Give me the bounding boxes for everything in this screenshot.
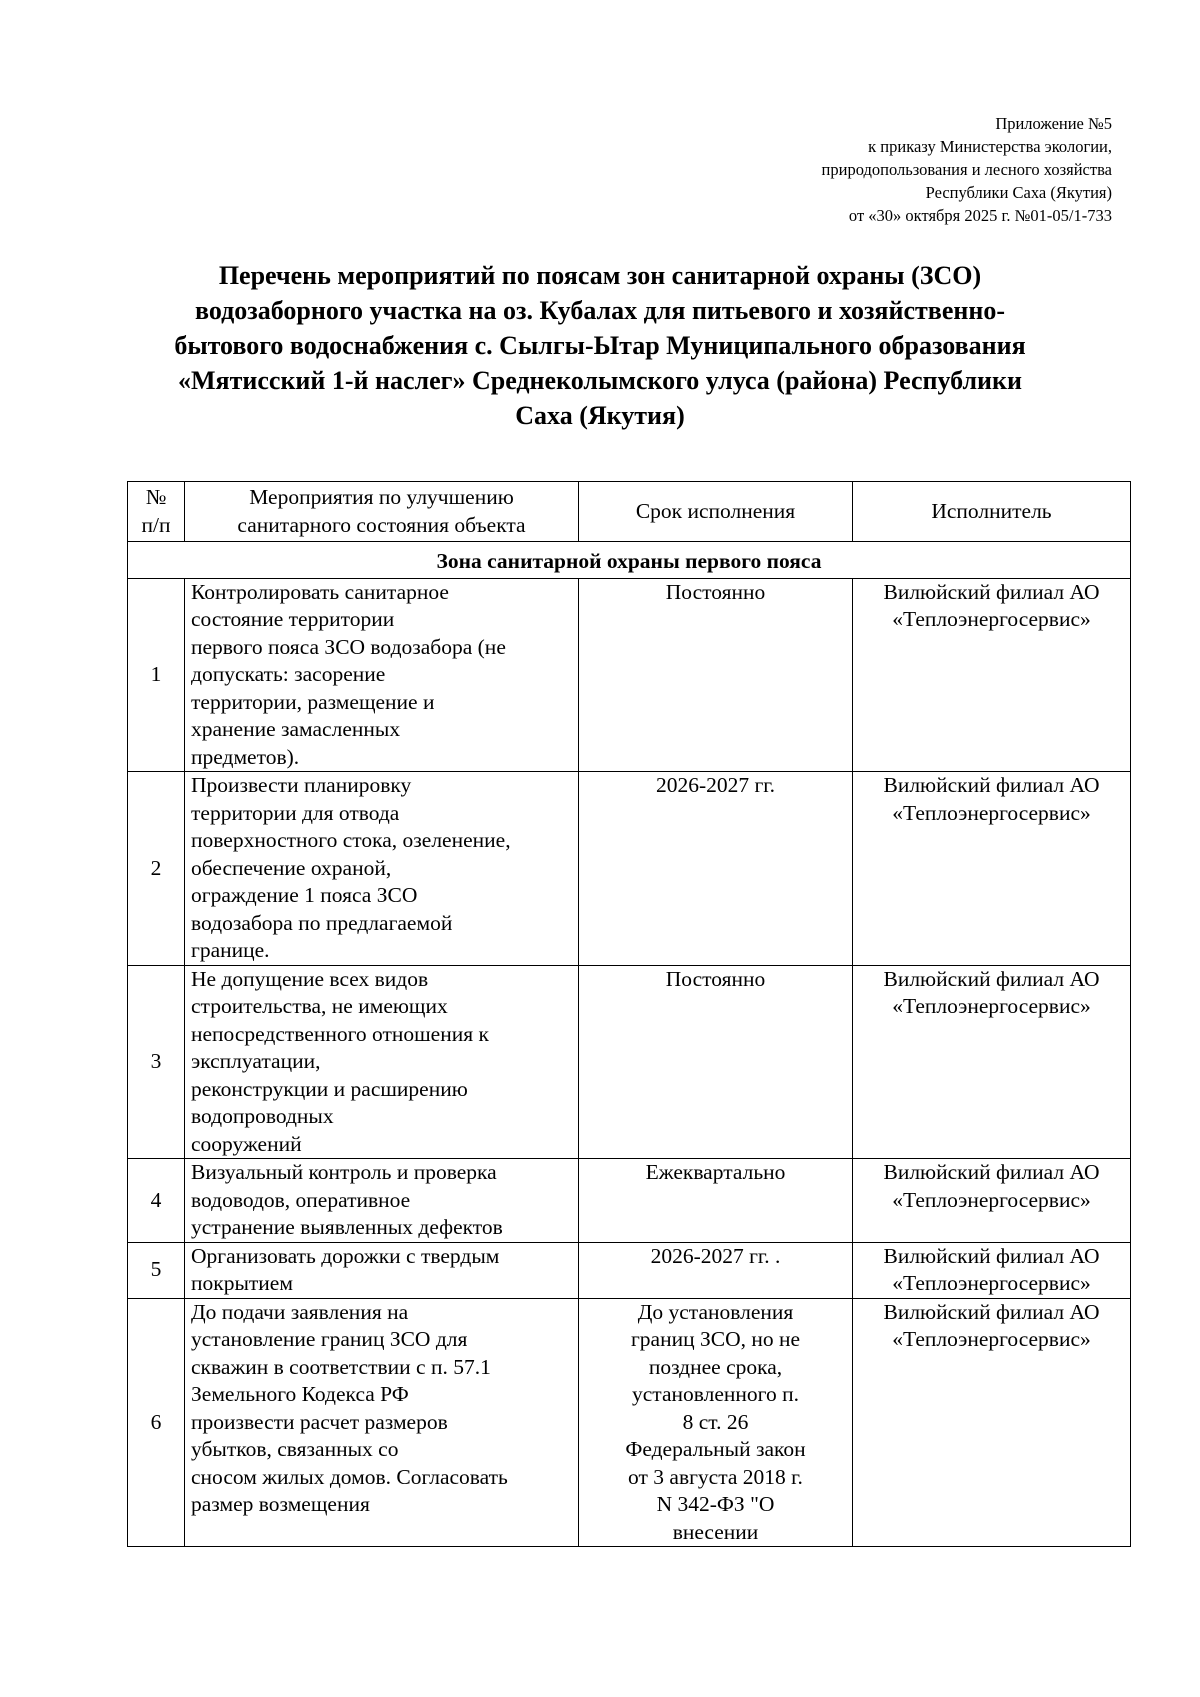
table-row	[128, 1242, 1131, 1298]
row-measure: До подачи заявления на установление границ ЗСО для скважин в соответствии с п. 57.1 Земельного Кодекса РФ произвести расчет размеров убытков, связанных со сносом жилых домов. Согласовать размер возмещения	[185, 1298, 579, 1547]
appendix-line: Приложение №5	[995, 114, 1112, 133]
row-executor: Вилюйский филиал АО «Теплоэнергосервис»	[853, 578, 1131, 772]
appendix-line: от «30» октября 2025 г. №01-05/1-733	[848, 206, 1112, 225]
appendix-line: природопользования и лесного хозяйства	[821, 160, 1112, 179]
title-line: Саха (Якутия)	[515, 401, 685, 430]
zone-title: Зона санитарной охраны первого пояса	[128, 542, 1131, 579]
table-row	[128, 578, 1131, 772]
row-measure: Организовать дорожки с твердым покрытием	[185, 1242, 579, 1298]
row-executor: Вилюйский филиал АО «Теплоэнергосервис»	[853, 1298, 1131, 1547]
header-num: № п/п	[128, 482, 185, 542]
row-number: 5	[128, 1242, 185, 1298]
row-term: До установления границ ЗСО, но не позднее срока, установленного п. 8 ст. 26 Федеральный закон от 3 августа 2018 г. N 342-ФЗ "О внесении	[579, 1298, 853, 1547]
table-row	[128, 1159, 1131, 1243]
row-number: 6	[128, 1298, 185, 1547]
appendix-block	[822, 112, 1112, 227]
title-line: бытового водоснабжения с. Сылгы-Ытар Муниципального образования	[174, 331, 1026, 360]
appendix-line: Республики Саха (Якутия)	[925, 183, 1112, 202]
row-measure: Произвести планировку территории для отвода поверхностного стока, озеленение, обеспечение охраной, ограждение 1 пояса ЗСО водозабора по предлагаемой границе.	[185, 772, 579, 966]
row-executor: Вилюйский филиал АО «Теплоэнергосервис»	[853, 1242, 1131, 1298]
header-executor: Исполнитель	[853, 482, 1131, 542]
row-executor: Вилюйский филиал АО «Теплоэнергосервис»	[853, 772, 1131, 966]
document-title	[150, 258, 1050, 433]
row-term: 2026-2027 гг. .	[579, 1242, 853, 1298]
row-executor: Вилюйский филиал АО «Теплоэнергосервис»	[853, 965, 1131, 1159]
row-number: 2	[128, 772, 185, 966]
table-header-row	[128, 482, 1131, 542]
row-measure: Не допущение всех видов строительства, не имеющих непосредственного отношения к эксплуатации, реконструкции и расширению водопроводных сооружений	[185, 965, 579, 1159]
zone-header-row	[128, 542, 1131, 579]
row-term: Постоянно	[579, 965, 853, 1159]
row-number: 4	[128, 1159, 185, 1243]
row-term: 2026-2027 гг.	[579, 772, 853, 966]
row-term: Постоянно	[579, 578, 853, 772]
title-line: «Мятисский 1-й наслег» Среднеколымского улуса (района) Республики	[178, 366, 1022, 395]
row-executor: Вилюйский филиал АО «Теплоэнергосервис»	[853, 1159, 1131, 1243]
measures-table	[127, 481, 1131, 1547]
row-measure: Визуальный контроль и проверка водоводов, оперативное устранение выявленных дефектов	[185, 1159, 579, 1243]
title-line: водозаборного участка на оз. Кубалах для питьевого и хозяйственно-	[195, 296, 1005, 325]
row-number: 3	[128, 965, 185, 1159]
header-measure: Мероприятия по улучшению санитарного состояния объекта	[185, 482, 579, 542]
appendix-line: к приказу Министерства экологии,	[868, 137, 1112, 156]
table-row	[128, 772, 1131, 966]
header-term: Срок исполнения	[579, 482, 853, 542]
table-row	[128, 1298, 1131, 1547]
title-line: Перечень мероприятий по поясам зон санитарной охраны (ЗСО)	[218, 261, 982, 290]
row-term: Ежеквартально	[579, 1159, 853, 1243]
row-number: 1	[128, 578, 185, 772]
table-row	[128, 965, 1131, 1159]
row-measure: Контролировать санитарное состояние территории первого пояса ЗСО водозабора (не допускать: засорение территории, размещение и хранение замасленных предметов).	[185, 578, 579, 772]
